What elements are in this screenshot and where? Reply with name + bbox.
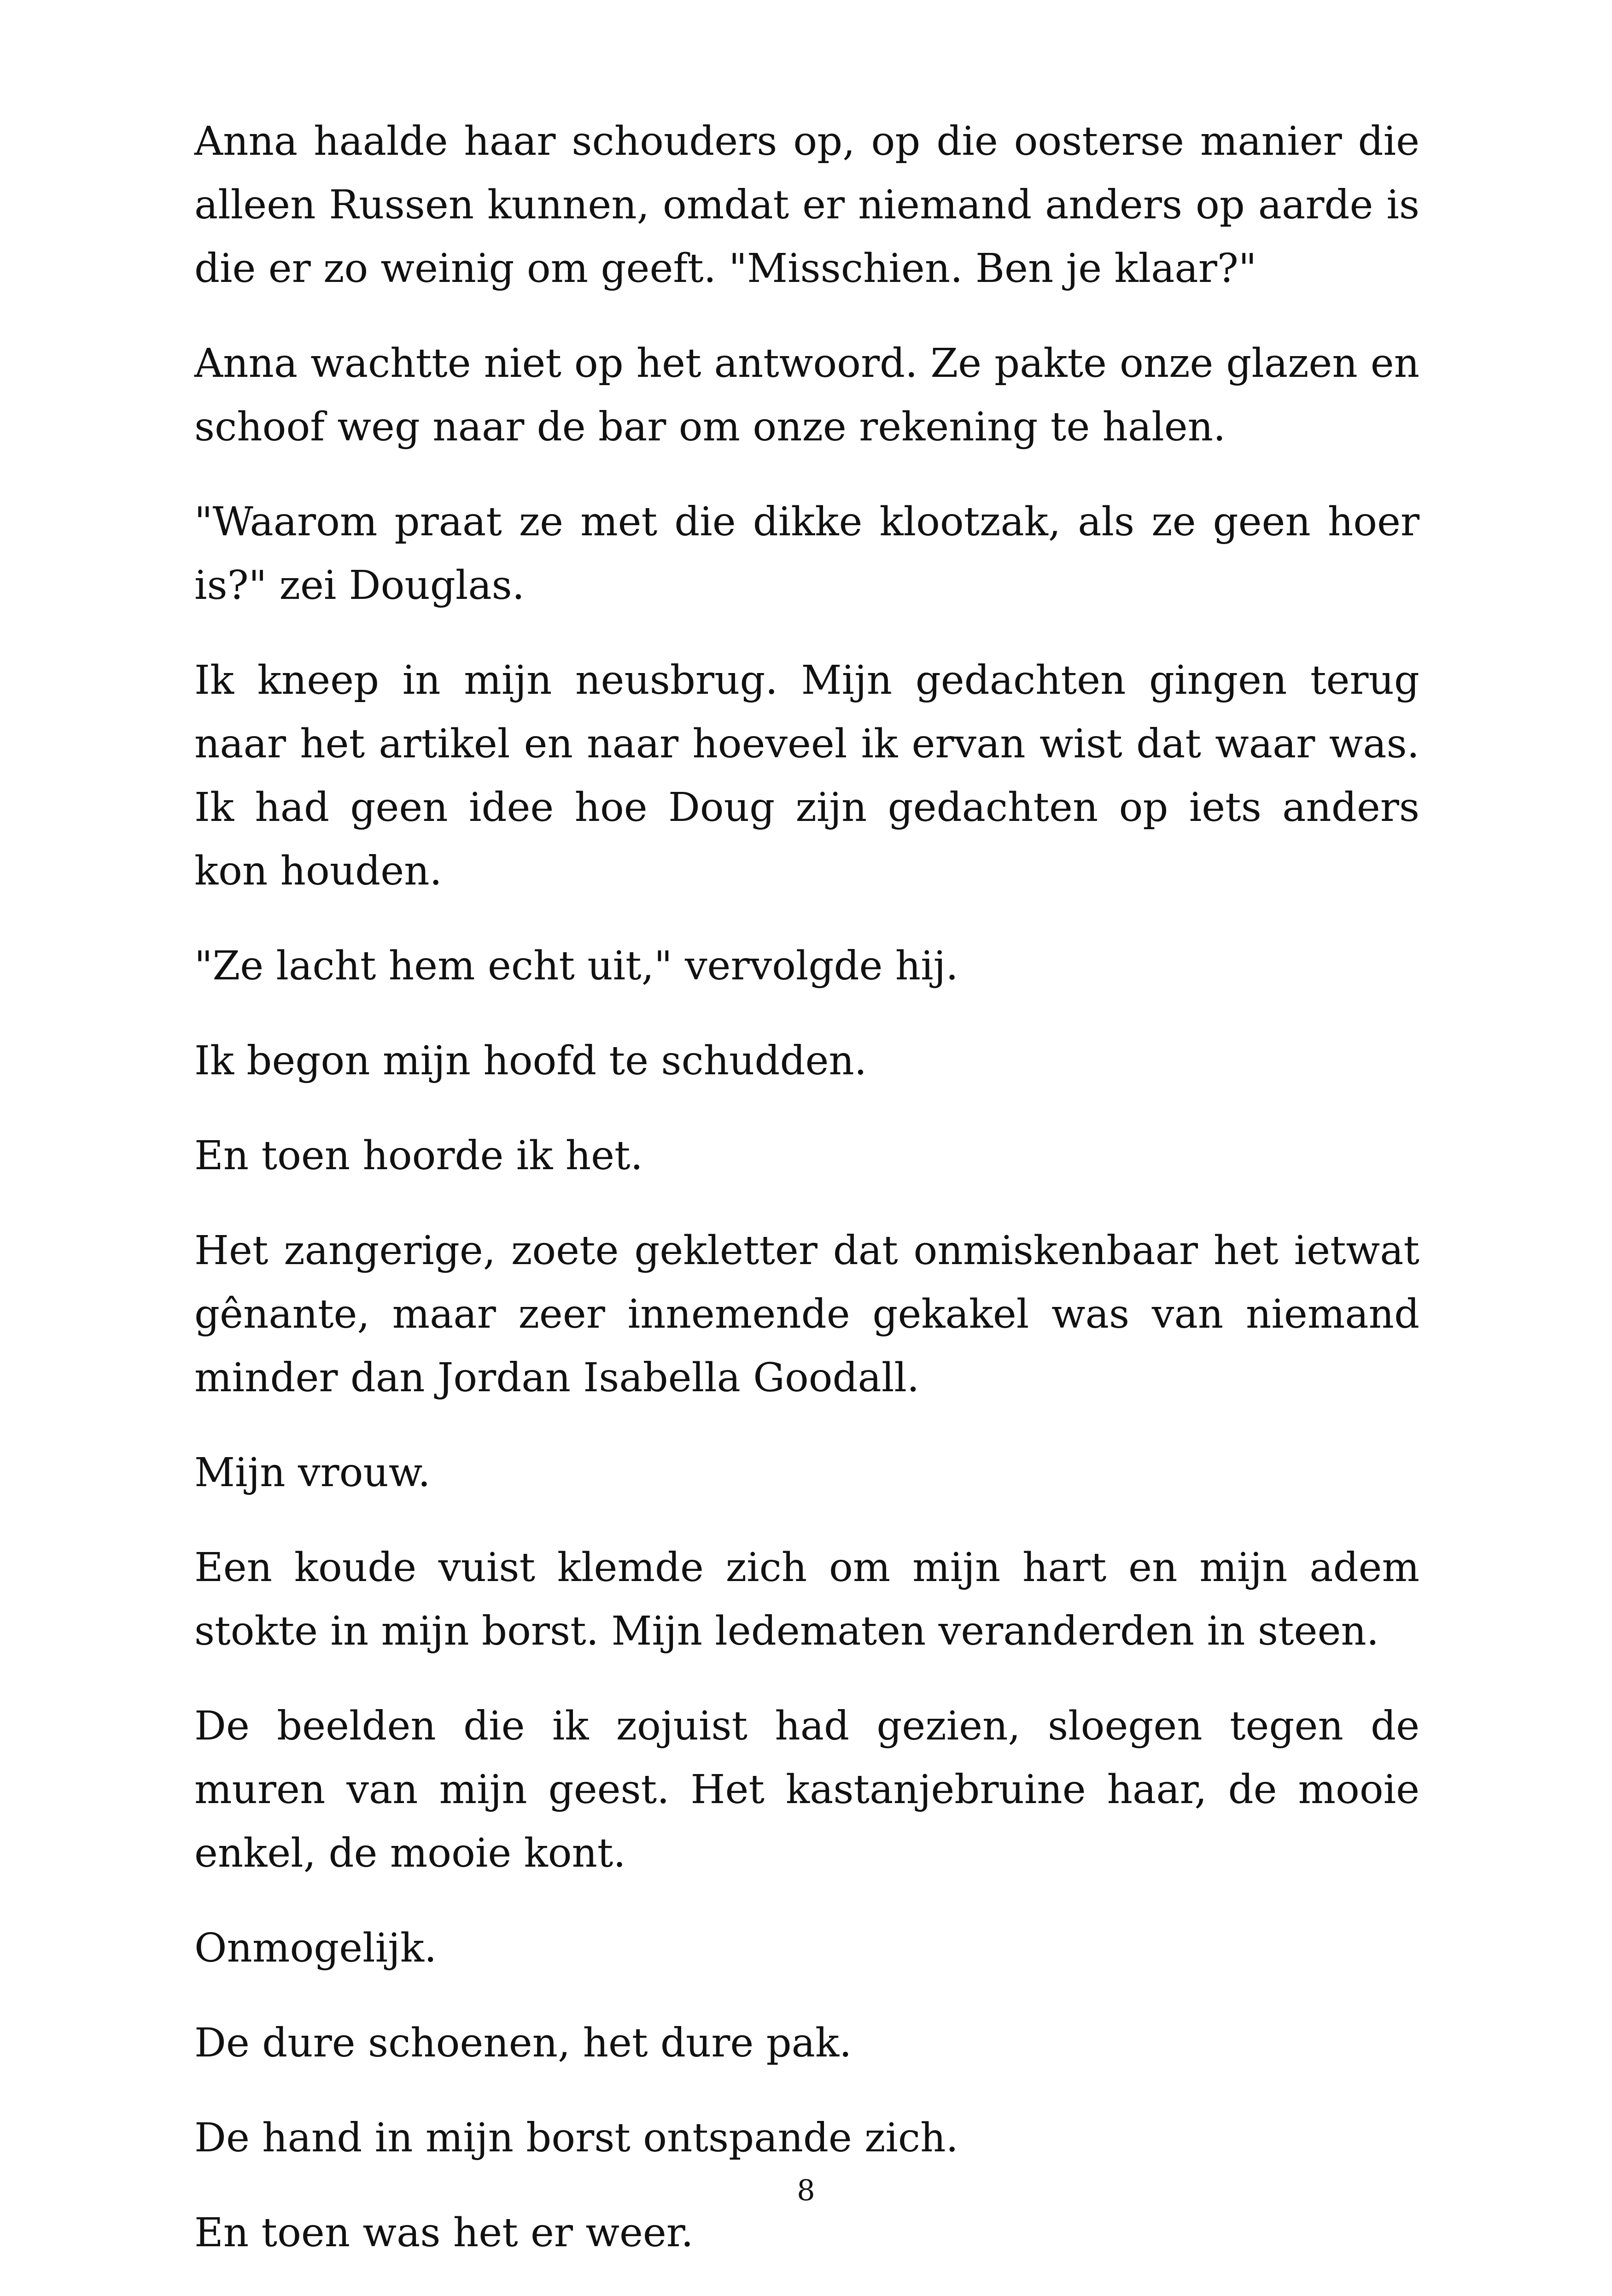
paragraph: Anna haalde haar schouders op, op die oosterse manier die alleen Russen kunnen, omdat er niemand anders op aarde is die er zo weinig om geeft. "Misschien. Ben je klaar?" [194, 118, 1419, 292]
paragraph: Anna wachtte niet op het antwoord. Ze pakte onze glazen en schoof weg naar de bar om onze rekening te halen. [194, 340, 1419, 450]
paragraph: En toen hoorde ik het. [194, 1133, 643, 1179]
paragraph: Het zangerige, zoete gekletter dat onmiskenbaar het ietwat gênante, maar zeer innemende gekakel was van niemand minder dan Jordan Isabella Goodall. [194, 1228, 1419, 1401]
paragraph: "Ze lacht hem echt uit," vervolgde hij. [194, 943, 958, 989]
body-text [194, 110, 1419, 2296]
paragraph: De dure schoenen, het dure pak. [194, 2020, 852, 2066]
paragraph: Onmogelijk. [194, 1925, 437, 1971]
paragraph: De hand in mijn borst ontspande zich. [194, 2115, 958, 2161]
paragraph: Ik begon mijn hoofd te schudden. [194, 1038, 867, 1084]
paragraph: Een koude vuist klemde zich om mijn hart en mijn adem stokte in mijn borst. Mijn ledematen veranderden in steen. [194, 1545, 1419, 1654]
paragraph: En toen was het er weer. [194, 2210, 694, 2256]
paragraph: Ik kneep in mijn neusbrug. Mijn gedachten gingen terug naar het artikel en naar hoeveel ik ervan wist dat waar was. Ik had geen idee hoe Doug zijn gedachten op iets anders kon houden. [194, 657, 1419, 894]
paragraph: "Waarom praat ze met die dikke klootzak, als ze geen hoer is?" zei Douglas. [194, 499, 1419, 609]
paragraph: De beelden die ik zojuist had gezien, sloegen tegen de muren van mijn geest. Het kastanjebruine haar, de mooie enkel, de mooie kont. [194, 1703, 1419, 1876]
page-number: 8 [797, 2173, 815, 2207]
paragraph: Mijn vrouw. [194, 1450, 431, 1496]
